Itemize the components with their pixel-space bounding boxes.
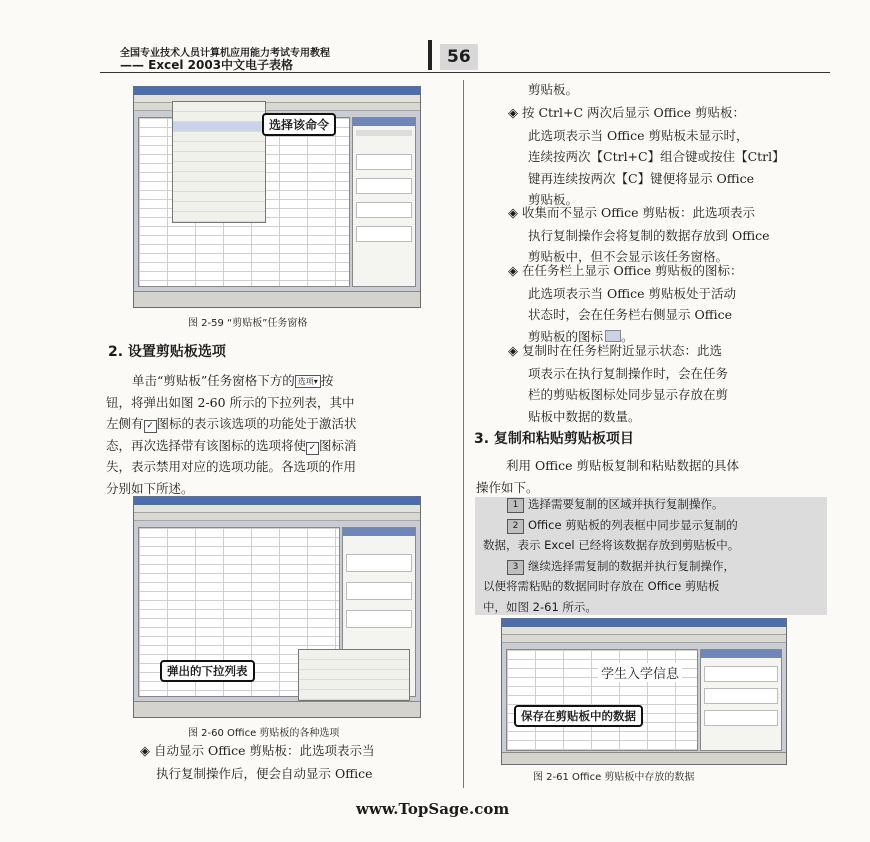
sheet-title-cell: 学生入学信息 (598, 663, 682, 682)
bullet2-l3: 连续按两次【Ctrl+C】组合键或按住【Ctrl】 (528, 149, 785, 164)
bullet2-l1: 按 Ctrl+C 两次后显示 Office 剪贴板： (521, 105, 746, 120)
diamond-bullet-icon: ◈ (508, 106, 518, 121)
intro-l1: 利用 Office 剪贴板复制和粘贴数据的具体 (506, 458, 739, 473)
bullet5-l4: 贴板中数据的数量。 (528, 408, 641, 424)
step3-l3: 中，如图 2-61 所示。 (483, 599, 597, 614)
fig-menubar (502, 627, 786, 635)
para-l2: 钮，将弹出如图 2-60 所示的下拉列表，其中 (106, 394, 355, 410)
bullet2-l2: 此选项表示当 Office 剪贴板未显示时， (528, 127, 749, 143)
bullet2-l5: 剪贴板。 (528, 192, 579, 207)
bullet1-l1: 自动显示 Office 剪贴板：此选项表示当 (153, 743, 375, 758)
bullet-collect-hidden (508, 202, 828, 268)
step2-l1: Office 剪贴板的列表框中同步显示复制的 (528, 517, 738, 532)
check-icon: ✓ (306, 442, 319, 455)
step3-l1: 继续选择需复制的数据并执行复制操作， (528, 558, 735, 573)
diamond-bullet-icon: ◈ (508, 206, 518, 221)
para-l4a: 态，再次选择带有该图标的选项将使 (106, 437, 307, 453)
fig-statusbar (134, 291, 420, 308)
diamond-bullet-icon: ◈ (508, 264, 518, 279)
bullet1-l2: 执行复制操作后，便会自动显示 Office (156, 765, 373, 781)
bullet-taskbar-icon: ◈ 在任务栏上显示 Office 剪贴板的图标： 此选项表示当 Office 剪贴板处于活动 状态时，会在任务栏右侧显示 Office 剪贴板的图标 。 (508, 260, 828, 347)
clipboard-task-pane (352, 117, 416, 287)
book-title: —— Excel 2003中文电子表格 (120, 58, 294, 72)
fig-statusbar (134, 701, 420, 718)
bullet-status-near-taskbar (508, 340, 828, 427)
callout-select-command: 选择该命令 (262, 113, 336, 136)
step2-l2: 数据，表示 Excel 已经将该数据存放到剪贴板中。 (483, 538, 740, 552)
bullet-ctrlc-twice (508, 102, 828, 211)
bullet-auto-show (140, 740, 460, 784)
fig-titlebar (134, 497, 420, 505)
bullet3-l3: 剪贴板中，但不会显示该任务窗格。 (528, 249, 729, 264)
para-l1a: 单击“剪贴板”任务窗格下方的 (132, 373, 295, 388)
bullet5-l1: 复制时在任务栏附近显示状态：此选 (521, 343, 722, 358)
para-l1b: 按 (320, 373, 334, 388)
caption-fig-2-60: 图 2-60 Office 剪贴板的各种选项 (188, 728, 340, 739)
bullet4-l3: 状态时，会在任务栏右侧显示 Office (528, 307, 732, 322)
figure-2-60 (133, 496, 421, 718)
intro-l2: 操作如下。 (476, 479, 539, 495)
para-l5: 失，表示禁用对应的选项功能。各选项的作用 (106, 459, 357, 474)
callout-saved-data: 保存在剪贴板中的数据 (514, 705, 643, 727)
bullet5-l3: 栏的剪贴板图标处同步显示存放在剪 (528, 387, 729, 402)
step-number-badge: 1 (507, 498, 524, 513)
step-number-badge: 2 (507, 519, 524, 534)
step-number-badge: 3 (507, 560, 524, 575)
fig-statusbar (502, 752, 786, 765)
step3-l2: 以便将需粘贴的数据同时存放在 Office 剪贴板 (483, 579, 720, 593)
bullet3-l2: 执行复制操作会将复制的数据存放到 Office (528, 227, 770, 243)
fig-titlebar (134, 87, 420, 95)
check-icon: ✓ (144, 420, 157, 433)
footer-url: www.TopSage.com (356, 800, 510, 818)
para-l4b: 图标消 (319, 437, 357, 453)
clipboard-task-pane (700, 649, 782, 751)
fig-titlebar (502, 619, 786, 627)
caption-fig-2-59: 图 2-59 “剪贴板”任务窗格 (188, 318, 308, 329)
para-l3b: 图标的表示该选项的功能处于激活状 (156, 416, 357, 431)
bullet4-l4: 剪贴板的图标 (528, 328, 604, 344)
bullet2-l4: 键再连续按两次【C】键便将显示 Office (528, 170, 755, 186)
header-rule (100, 72, 830, 73)
options-dropdown (298, 649, 410, 701)
step1-l1: 选择需要复制的区域并执行复制操作。 (528, 497, 724, 511)
figure-2-61 (501, 618, 787, 765)
section-heading-2: 2. 设置剪贴板选项 (108, 344, 226, 360)
diamond-bullet-icon: ◈ (508, 344, 518, 359)
caption-fig-2-61: 图 2-61 Office 剪贴板中存放的数据 (533, 772, 695, 783)
fig-toolbar (502, 635, 786, 643)
page-number: 56 (447, 47, 471, 67)
right-intro (476, 455, 826, 498)
para-l3a: 左侧有 (106, 416, 144, 431)
fig-toolbar (134, 513, 420, 521)
section-heading-3: 3. 复制和粘贴剪贴板项目 (474, 431, 634, 447)
callout-dropdown-list: 弹出的下拉列表 (160, 660, 255, 682)
left-paragraph (106, 370, 454, 499)
header-divider (428, 40, 432, 70)
bullet5-l2: 项表示在执行复制操作时，会在任务 (528, 365, 729, 381)
bullet4-l1: 在任务栏上显示 Office 剪贴板的图标： (521, 263, 743, 278)
column-divider (463, 80, 464, 788)
bullet4-l2: 此选项表示当 Office 剪贴板处于活动 (528, 285, 736, 301)
diamond-bullet-icon: ◈ (140, 744, 150, 759)
series-title: 全国专业技术人员计算机应用能力考试专用教程 (120, 48, 330, 59)
steps-box (475, 497, 827, 615)
bullet3-l1: 收集而不显示 Office 剪贴板：此选项表示 (521, 205, 755, 220)
right-continuation: 剪贴板。 (528, 82, 579, 97)
fig-menubar (134, 505, 420, 513)
options-button: 选项▾ (295, 375, 321, 388)
edit-menu (172, 101, 266, 223)
para-l6: 分别如下所述。 (106, 480, 194, 496)
